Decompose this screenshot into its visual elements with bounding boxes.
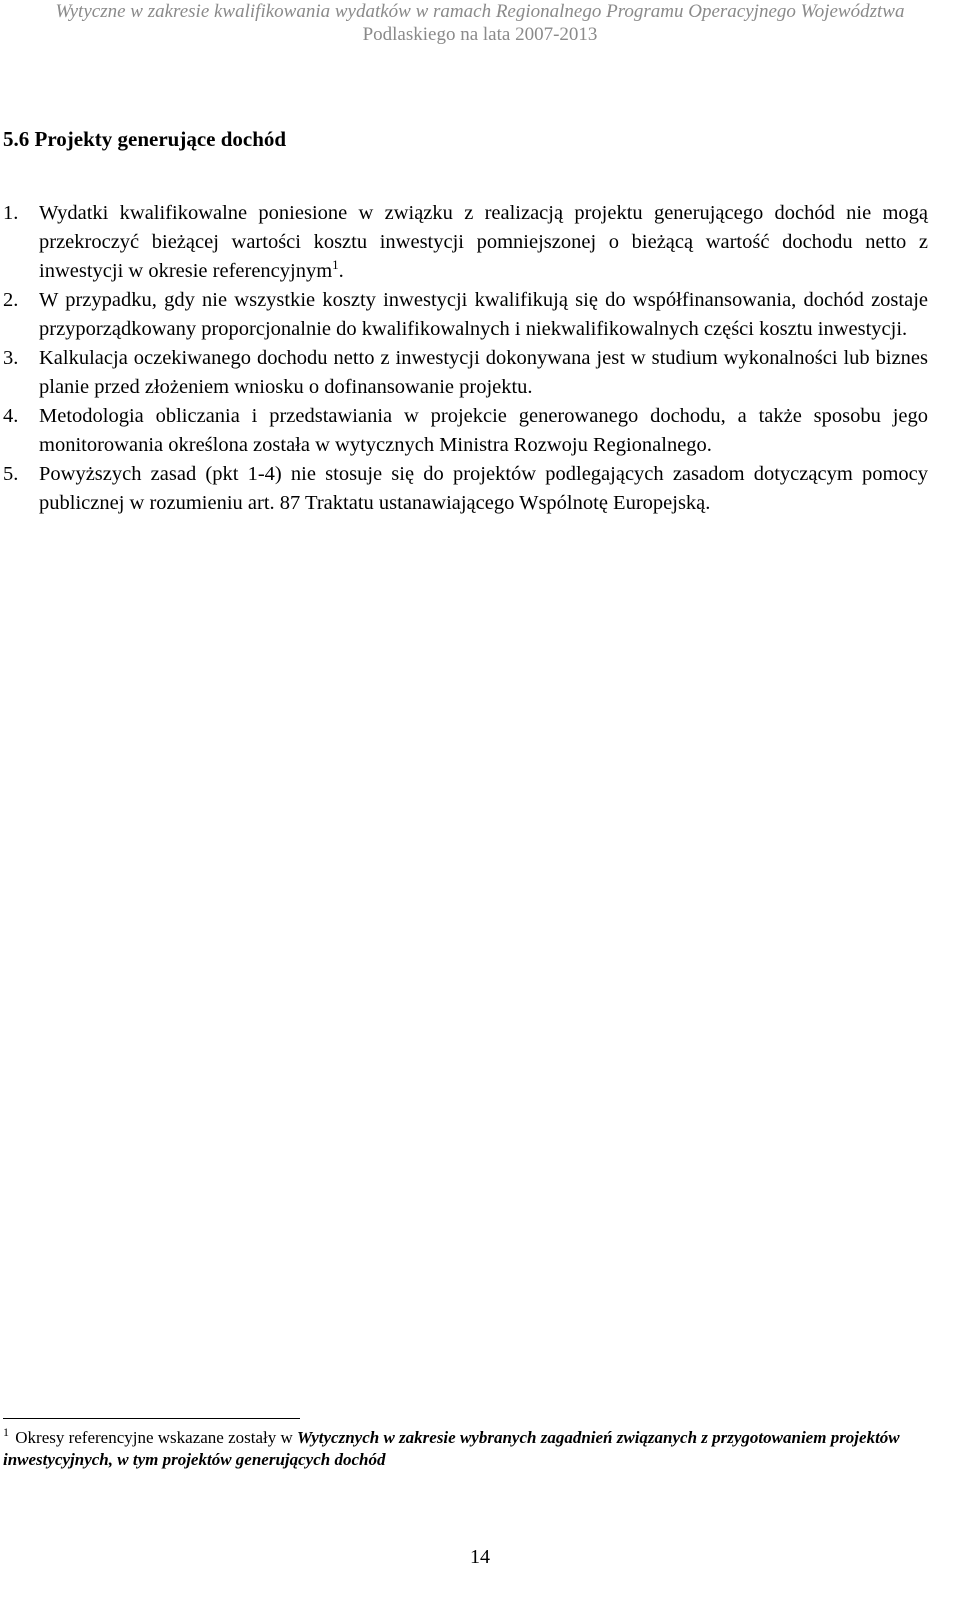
list-item-text: W przypadku, gdy nie wszystkie koszty inwestycji kwalifikują się do współfinansowania, dochód zostaje przyporządkowany proporcjonalnie do kwalifikowalnych i niekwalifikowalnych części kosztu inwestycji. (39, 289, 928, 340)
running-header (0, 0, 960, 46)
list-item (3, 402, 928, 460)
list-item (3, 286, 928, 344)
list-item-number: 4. (3, 405, 19, 427)
running-header-line-2: Podlaskiego na lata 2007-2013 (362, 24, 598, 45)
footnote-text: Okresy referencyjne wskazane zostały w (15, 1428, 298, 1447)
footnote-emphasis: Wytycznych w zakresie wybranych zagadnień związanych z przygotowaniem projektów inwestycyjnych, w tym projektów generujących dochód (3, 1428, 900, 1469)
list-item (3, 344, 928, 402)
list-item-tail: . (338, 260, 344, 282)
section-heading: 5.6 Projekty generujące dochód (3, 127, 287, 151)
footnote-marker: 1 (3, 1425, 9, 1440)
list-item-number: 5. (3, 463, 19, 485)
list-item-number: 2. (3, 289, 19, 311)
list-item (3, 199, 928, 286)
list-item-number: 1. (3, 202, 19, 224)
list-item-number: 3. (3, 347, 19, 369)
list-item-text: Metodologia obliczania i przedstawiania w projekcie generowanego dochodu, a także sposobu jego monitorowania określona została w wytycznych Ministra Rozwoju Regionalnego. (39, 405, 928, 456)
footnote-divider (3, 1418, 300, 1419)
numbered-list (3, 199, 928, 518)
running-header-line-1: Wytyczne w zakresie kwalifikowania wydatków w ramach Regionalnego Programu Operacyjnego Województwa (55, 1, 905, 22)
list-item (3, 460, 928, 518)
page-number: 14 (470, 1546, 490, 1568)
footnote (3, 1427, 923, 1471)
footnote-reference[interactable]: 1 (332, 257, 339, 273)
list-item-text: Powyższych zasad (pkt 1-4) nie stosuje się do projektów podlegających zasadom dotyczącym pomocy publicznej w rozumieniu art. 87 Traktatu ustanawiającego Wspólnotę Europejską. (39, 463, 928, 514)
list-item-text: Wydatki kwalifikowalne poniesione w związku z realizacją projektu generującego dochód nie mogą przekroczyć bieżącej wartości kosztu inwestycji pomniejszonej o bieżącą wartość dochodu netto z inwestycji w okresie referencyjnym (39, 202, 928, 282)
list-item-text: Kalkulacja oczekiwanego dochodu netto z inwestycji dokonywana jest w studium wykonalności lub biznes planie przed złożeniem wniosku o dofinansowanie projektu. (39, 347, 928, 398)
